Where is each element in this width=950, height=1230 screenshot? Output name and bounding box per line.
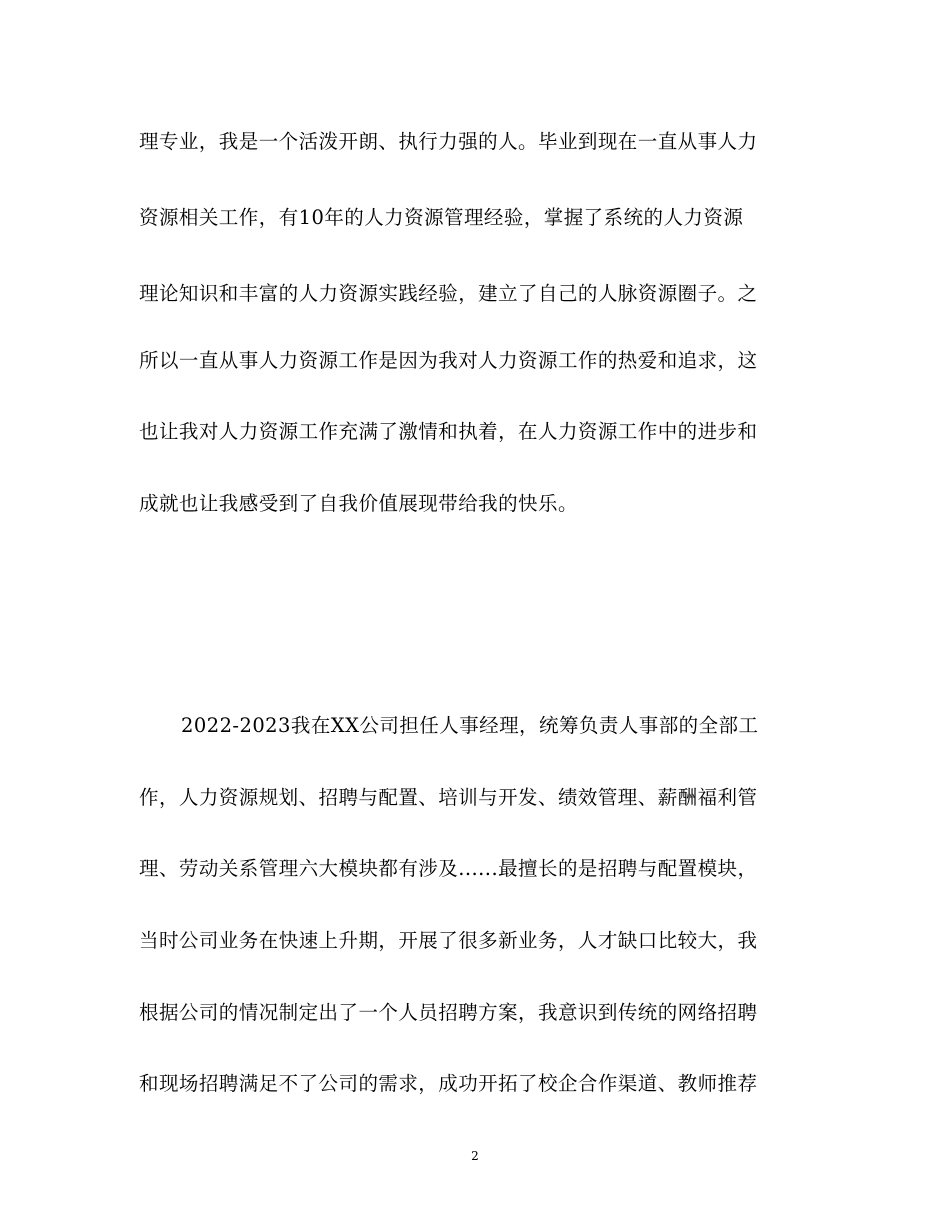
paragraph-line: 也让我对人力资源工作充满了激情和执着，在人力资源工作中的进步和	[139, 420, 758, 443]
paragraph-line: 理专业，我是一个活泼开朗、执行力强的人。毕业到现在一直从事人力	[139, 130, 758, 153]
paragraph-line: 成就也让我感受到了自我价值展现带给我的快乐。	[139, 492, 578, 515]
page-number: 2	[471, 1149, 479, 1163]
paragraph-line: 根据公司的情况制定出了一个人员招聘方案，我意识到传统的网络招聘	[139, 1001, 758, 1024]
paragraph-line: 当时公司业务在快速上升期，开展了很多新业务，人才缺口比较大，我	[139, 929, 758, 952]
paragraph-line: 2022-2023我在XX公司担任人事经理，统筹负责人事部的全部工	[181, 714, 759, 737]
paragraph-line: 作，人力资源规划、招聘与配置、培训与开发、绩效管理、薪酬福利管	[139, 786, 758, 809]
paragraph-line: 理、劳动关系管理六大模块都有涉及......最擅长的是招聘与配置模块，	[139, 857, 758, 880]
paragraph-line: 理论知识和丰富的人力资源实践经验，建立了自己的人脉资源圈子。之	[139, 282, 758, 305]
paragraph-line: 资源相关工作，有10年的人力资源管理经验，掌握了系统的人力资源	[139, 206, 744, 229]
paragraph-line: 和现场招聘满足不了公司的需求，成功开拓了校企合作渠道、教师推荐	[139, 1072, 758, 1095]
paragraph-line: 所以一直从事人力资源工作是因为我对人力资源工作的热爱和追求，这	[139, 349, 758, 372]
